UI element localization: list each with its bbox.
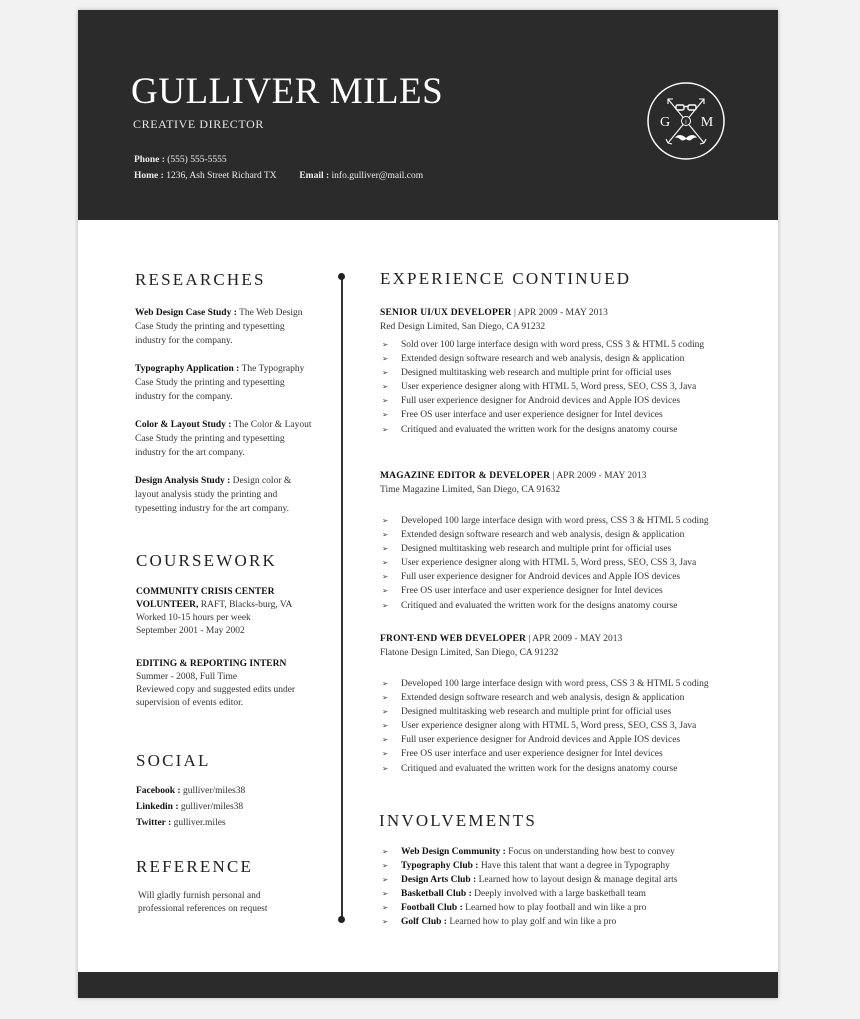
list-item: ➢ Extended design software research and web analysis, design & application xyxy=(380,528,725,542)
monogram-logo xyxy=(646,81,726,161)
job-title: FRONT-END WEB DEVELOPER xyxy=(380,634,527,644)
email-value: info.gulliver@mail.com xyxy=(331,171,424,181)
social-facebook[interactable]: Facebook : gulliver/miles38 xyxy=(136,786,246,796)
email-label: Email : xyxy=(299,171,330,181)
address-line xyxy=(134,171,423,181)
job-entry xyxy=(380,470,725,613)
list-item: ➢ Designed multitasking web research and multiple print for official uses xyxy=(380,705,725,719)
column-divider xyxy=(341,276,343,920)
resume-header xyxy=(78,10,778,220)
monogram-left-letter: G xyxy=(659,115,671,130)
list-item: ➢ Design Arts Club : Learned how to layout design & manage degital arts xyxy=(380,873,720,887)
list-item: ➢ Free OS user interface and user experience designer for Intel devices xyxy=(380,584,725,598)
list-item: ➢ User experience designer along with HTML 5, Word press, SEO, CSS 3, Java xyxy=(380,556,725,570)
monogram-right-letter: M xyxy=(700,115,714,130)
job-dates: | APR 2009 - MAY 2013 xyxy=(514,308,608,318)
list-item: ➢ Full user experience designer for Android devices and Apple IOS devices xyxy=(380,733,725,747)
job-dates: | APR 2009 - MAY 2013 xyxy=(552,471,647,481)
list-item: ➢ Golf Club : Learned how to play golf and win like a pro xyxy=(380,915,720,929)
list-item: ➢ Football Club : Learned how to play football and win like a pro xyxy=(380,901,720,915)
researches-heading: RESEARCHES xyxy=(135,270,266,289)
job-entry xyxy=(380,633,725,776)
job-company: Red Design Limited, San Diego, CA 91232 xyxy=(380,321,546,332)
list-item: ➢ Full user experience designer for Android devices and Apple IOS devices xyxy=(380,570,725,584)
involvements-list xyxy=(380,845,720,930)
glasses-icon xyxy=(676,105,696,110)
home-value: 1236, Ash Street Richard TX xyxy=(166,171,277,181)
list-item: ➢ Designed multitasking web research and multiple print for official uses xyxy=(380,542,725,556)
resume-footer-bar xyxy=(78,972,778,998)
coursework-item: COMMUNITY CRISIS CENTER VOLUNTEER, RAFT, Blacks-burg, VA Worked 10-15 hours per week September 2001 - May 2002 xyxy=(136,587,293,636)
social-twitter[interactable]: Twitter : gulliver.miles xyxy=(136,818,226,828)
list-item: ➢ Extended design software research and web analysis, design & application xyxy=(380,691,725,705)
list-item: ➢ Web Design Community : Focus on understanding how best to convey xyxy=(380,845,720,859)
coursework-heading: COURSEWORK xyxy=(136,551,278,570)
list-item: ➢ Free OS user interface and user experience designer for Intel devices xyxy=(380,408,725,422)
job-entry xyxy=(380,307,725,437)
job-title: MAGAZINE EDITOR & DEVELOPER xyxy=(380,471,551,481)
svg-text:i: i xyxy=(685,119,687,126)
job-bullets xyxy=(380,677,725,776)
candidate-name: GULLIVER MILES xyxy=(131,71,444,112)
list-item: ➢ Developed 100 large interface design with word press, CSS 3 & HTML 5 coding xyxy=(380,514,725,528)
home-label: Home : xyxy=(134,171,164,181)
list-item: ➢ Sold over 100 large interface design with word press, CSS 3 & HTML 5 coding xyxy=(380,338,725,352)
divider-bottom-dot xyxy=(338,916,345,923)
list-item: ➢ Extended design software research and web analysis, design & application xyxy=(380,352,725,366)
coursework-item: EDITING & REPORTING INTERN Summer - 2008, Full Time Reviewed copy and suggested edits under supervision of events editor. xyxy=(136,659,296,708)
divider-top-dot xyxy=(338,273,345,280)
social-list xyxy=(136,783,316,831)
phone-value: (555) 555-5555 xyxy=(167,155,227,165)
research-item: Web Design Case Study : The Web Design Case Study the printing and typesetting industry for the company. xyxy=(135,308,303,346)
list-item: ➢ User experience designer along with HTML 5, Word press, SEO, CSS 3, Java xyxy=(380,380,725,394)
reference-heading: REFERENCE xyxy=(136,857,254,876)
list-item: ➢ Typography Club : Have this talent that want a degree in Typography xyxy=(380,859,720,873)
job-bullets xyxy=(380,514,725,613)
coursework-list xyxy=(136,586,316,710)
job-title: SENIOR UI/UX DEVELOPER xyxy=(380,308,512,318)
candidate-title: CREATIVE DIRECTOR xyxy=(133,117,264,131)
reference-text: Will gladly furnish personal and professional references on request xyxy=(138,891,268,914)
list-item: ➢ Basketball Club : Deeply involved with a large basketball team xyxy=(380,887,720,901)
list-item: ➢ Critiqued and evaluated the written work for the designs anatomy course xyxy=(380,423,725,437)
list-item: ➢ Full user experience designer for Android devices and Apple IOS devices xyxy=(380,394,725,408)
list-item: ➢ Free OS user interface and user experience designer for Intel devices xyxy=(380,747,725,761)
list-item: ➢ Developed 100 large interface design with word press, CSS 3 & HTML 5 coding xyxy=(380,677,725,691)
list-item: ➢ Critiqued and evaluated the written work for the designs anatomy course xyxy=(380,762,725,776)
resume-page xyxy=(78,10,778,998)
list-item: ➢ User experience designer along with HTML 5, Word press, SEO, CSS 3, Java xyxy=(380,719,725,733)
research-item: Color & Layout Study : The Color & Layout Case Study the printing and typesetting industry for the art company. xyxy=(135,420,312,458)
phone-label: Phone : xyxy=(134,155,165,165)
research-item: Design Analysis Study : Design color & layout analysis study the printing and typesetting industry for the art company. xyxy=(135,476,292,514)
job-company: Flatone Design Limited, San Diego, CA 91232 xyxy=(380,647,559,658)
researches-list xyxy=(135,306,313,530)
mustache-icon xyxy=(675,135,697,140)
research-item: Typography Application : The Typography Case Study the printing and typesetting industry for the company. xyxy=(135,364,305,402)
list-item: ➢ Critiqued and evaluated the written work for the designs anatomy course xyxy=(380,599,725,613)
job-bullets xyxy=(380,338,725,437)
job-dates: | APR 2009 - MAY 2013 xyxy=(528,634,623,644)
list-item: ➢ Designed multitasking web research and multiple print for official uses xyxy=(380,366,725,380)
social-linkedin[interactable]: Linkedin : gulliver/miles38 xyxy=(136,802,244,812)
involvements-heading: INVOLVEMENTS xyxy=(379,811,537,830)
social-heading: SOCIAL xyxy=(136,751,211,770)
phone-line xyxy=(134,155,227,165)
experience-heading: EXPERIENCE CONTINUED xyxy=(380,269,632,288)
job-company: Time Magazine Limited, San Diego, CA 91632 xyxy=(380,484,561,495)
